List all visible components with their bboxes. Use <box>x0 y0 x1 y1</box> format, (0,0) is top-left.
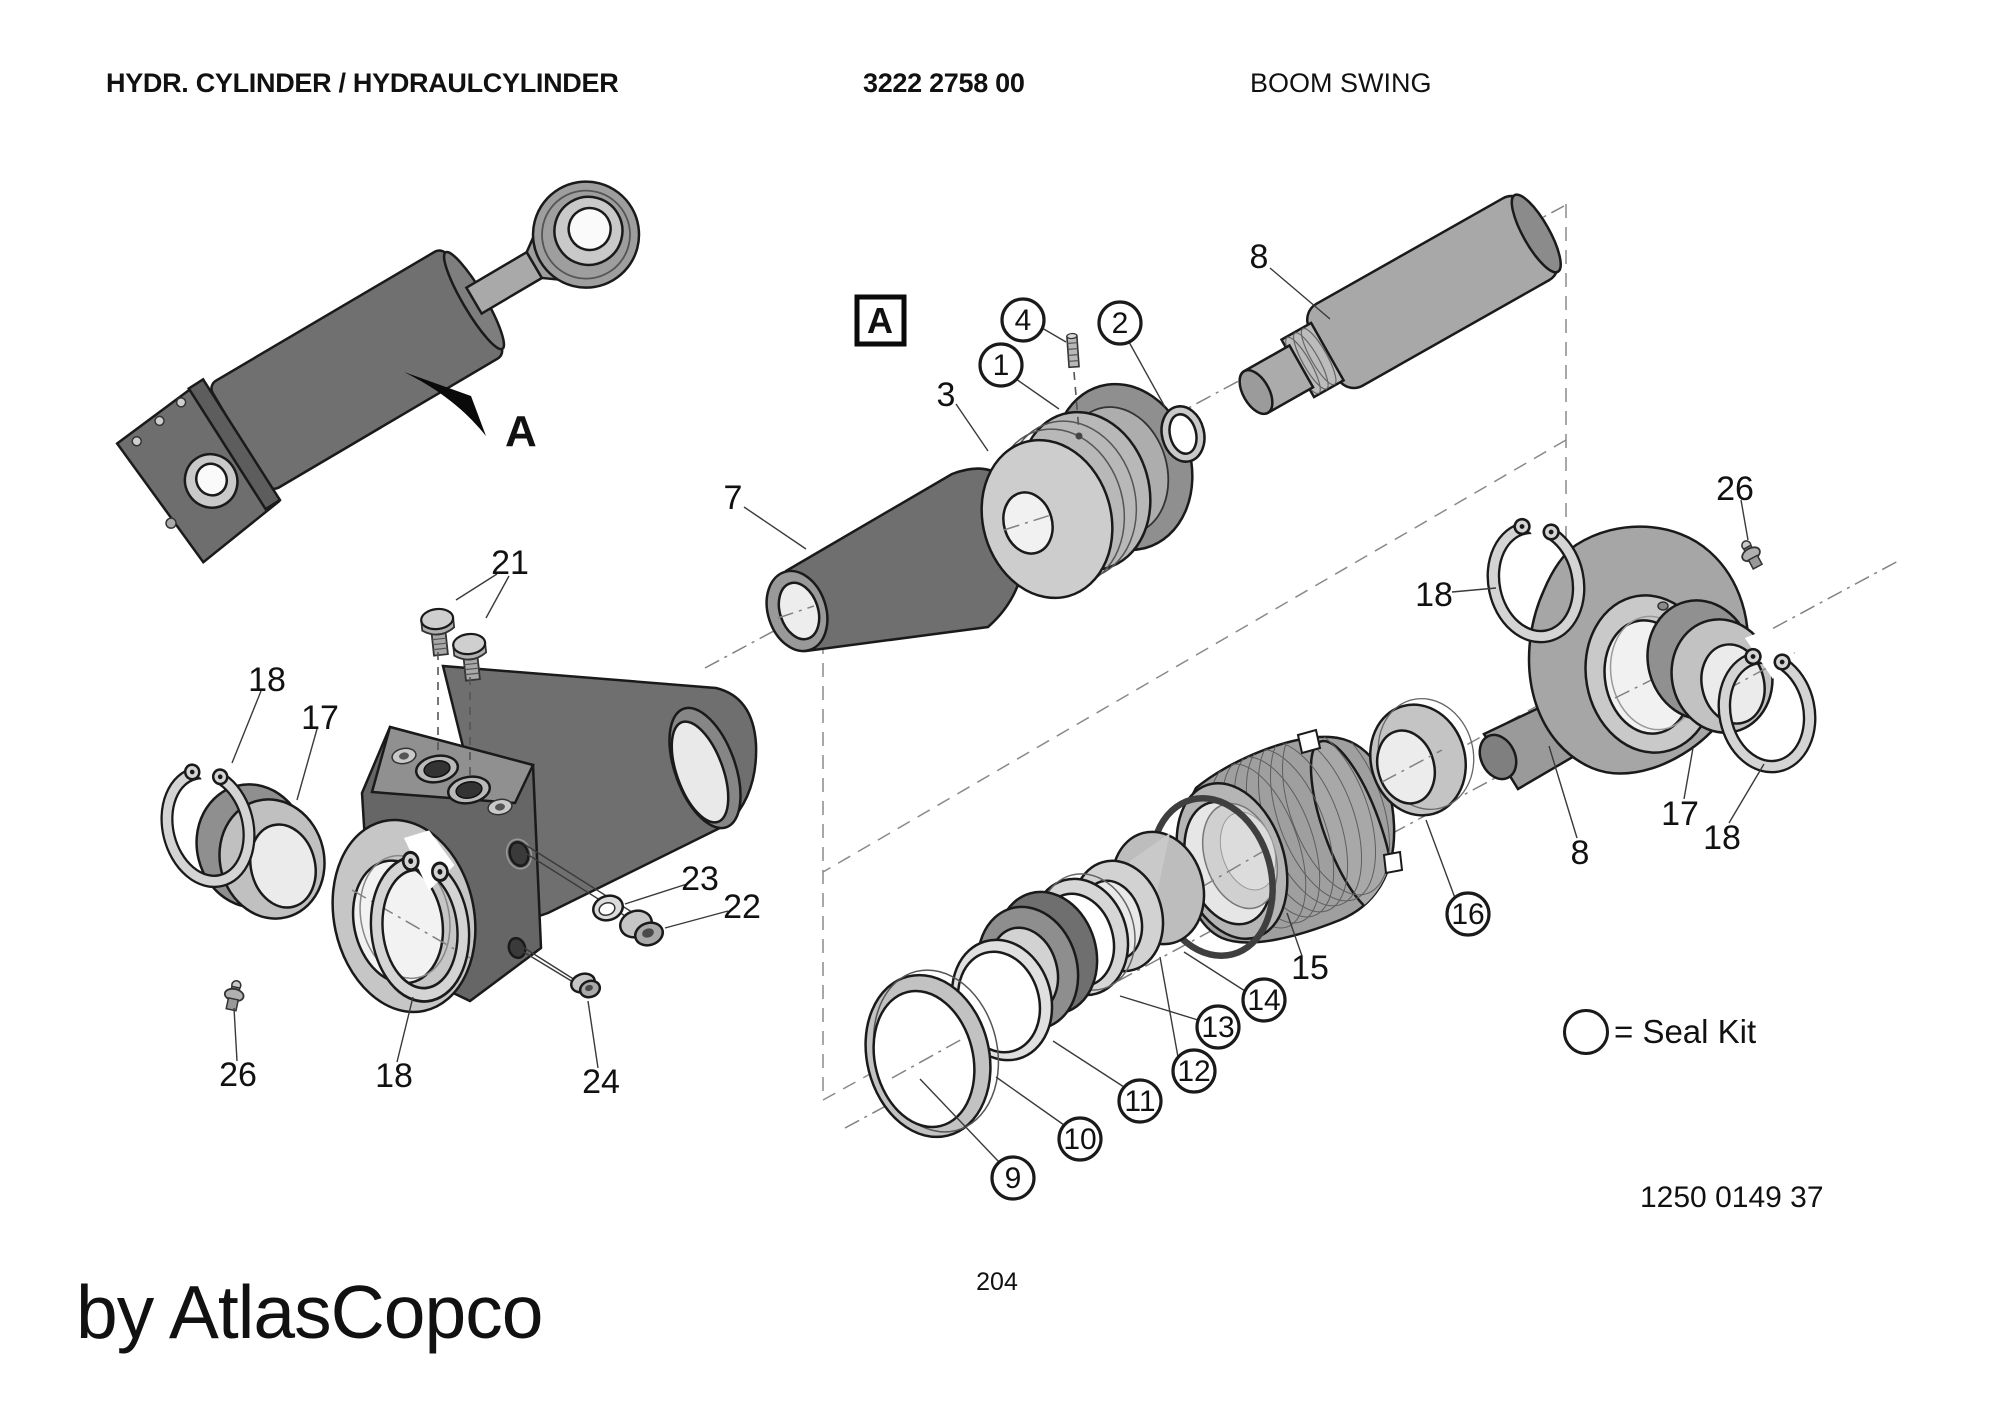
part-label-12-17: 12 <box>1177 1055 1211 1088</box>
part-label-2-4: 2 <box>1111 307 1129 340</box>
gland-notch-side <box>1384 852 1402 873</box>
part-label-10-15: 10 <box>1063 1123 1097 1156</box>
plug-21a <box>420 607 457 656</box>
piston-rod-assembled <box>466 252 542 313</box>
part-label-17-24: 17 <box>1661 795 1699 833</box>
set-screw-4 <box>1067 333 1079 367</box>
part-label-26-23: 26 <box>1716 470 1754 508</box>
grease-nipple-right <box>1736 537 1766 571</box>
watermark: by AtlasCopco <box>76 1270 543 1354</box>
leader-line-12 <box>1160 957 1178 1057</box>
part-label-7-0: 7 <box>723 479 743 517</box>
part-label-3-1: 3 <box>936 376 956 414</box>
leader-line-22 <box>665 911 728 928</box>
leader-line-21 <box>486 576 509 618</box>
leader-line-4 <box>1042 328 1066 342</box>
leader-line-7 <box>744 507 806 549</box>
piston-rod <box>1222 186 1571 439</box>
gland-and-seals <box>849 687 1487 1150</box>
part-label-18-7: 18 <box>248 661 286 699</box>
part-label-8-26: 8 <box>1570 834 1590 872</box>
part-label-22-13: 22 <box>723 888 761 926</box>
seal-kit-legend-text: = Seal Kit <box>1614 1013 1757 1050</box>
part-label-17-8: 17 <box>301 699 339 737</box>
view-a-arrow-label: A <box>505 407 537 456</box>
leader-line-13 <box>1120 996 1198 1020</box>
leader-line-18 <box>232 691 261 763</box>
part-label-26-9: 26 <box>219 1056 257 1094</box>
plug-24 <box>569 971 602 1000</box>
leader-line-17 <box>297 729 317 800</box>
doc-number: 1250 0149 37 <box>1640 1181 1824 1214</box>
rod-eye-assembly <box>1473 494 1820 789</box>
leader-line-11 <box>1053 1041 1124 1087</box>
leader-line-24 <box>588 1001 598 1068</box>
seal-kit-legend <box>1565 1011 1757 1054</box>
part-label-9-14: 9 <box>1004 1162 1022 1195</box>
lube-hole <box>1658 602 1668 610</box>
leader-line-8 <box>1270 268 1330 319</box>
plug-22 <box>617 907 666 949</box>
part-label-1-2: 1 <box>992 349 1010 382</box>
leader-line-23 <box>625 884 687 904</box>
part-label-23-12: 23 <box>681 860 719 898</box>
assembly-description: BOOM SWING <box>1250 68 1432 98</box>
part-label-11-16: 11 <box>1124 1085 1156 1118</box>
page-title: HYDR. CYLINDER / HYDRAULCYLINDER <box>106 68 619 98</box>
part-number: 3222 2758 00 <box>863 68 1025 98</box>
grease-nipple-left <box>222 979 247 1012</box>
part-label-18-10: 18 <box>375 1057 413 1095</box>
leader-line-16 <box>1426 820 1455 898</box>
head-bracket-assembly <box>150 607 757 1025</box>
gland-notch-top <box>1298 730 1320 753</box>
part-label-21-6: 21 <box>491 544 529 582</box>
leader-line-3 <box>956 404 988 451</box>
leader-line-1 <box>1016 379 1059 409</box>
detail-a-box-label: A <box>867 300 893 341</box>
part-label-15-20: 15 <box>1291 949 1329 987</box>
seal-kit-symbol <box>1565 1011 1608 1054</box>
part-label-16-21: 16 <box>1451 898 1485 931</box>
leader-line-18 <box>1729 764 1764 823</box>
page-number: 204 <box>976 1268 1018 1296</box>
part-label-14-19: 14 <box>1247 984 1281 1017</box>
part-label-18-22: 18 <box>1415 576 1453 614</box>
part-label-24-11: 24 <box>582 1063 620 1101</box>
leader-line-10 <box>996 1077 1064 1125</box>
part-label-4-3: 4 <box>1014 304 1032 337</box>
assembled-cylinder-view <box>111 148 676 570</box>
part-label-8-5: 8 <box>1249 238 1269 276</box>
part-label-18-25: 18 <box>1703 819 1741 857</box>
part-label-13-18: 13 <box>1201 1011 1235 1044</box>
detail-view-a-marker <box>857 297 904 344</box>
leader-line-26 <box>234 1008 237 1061</box>
leader-line-17 <box>1684 748 1693 799</box>
